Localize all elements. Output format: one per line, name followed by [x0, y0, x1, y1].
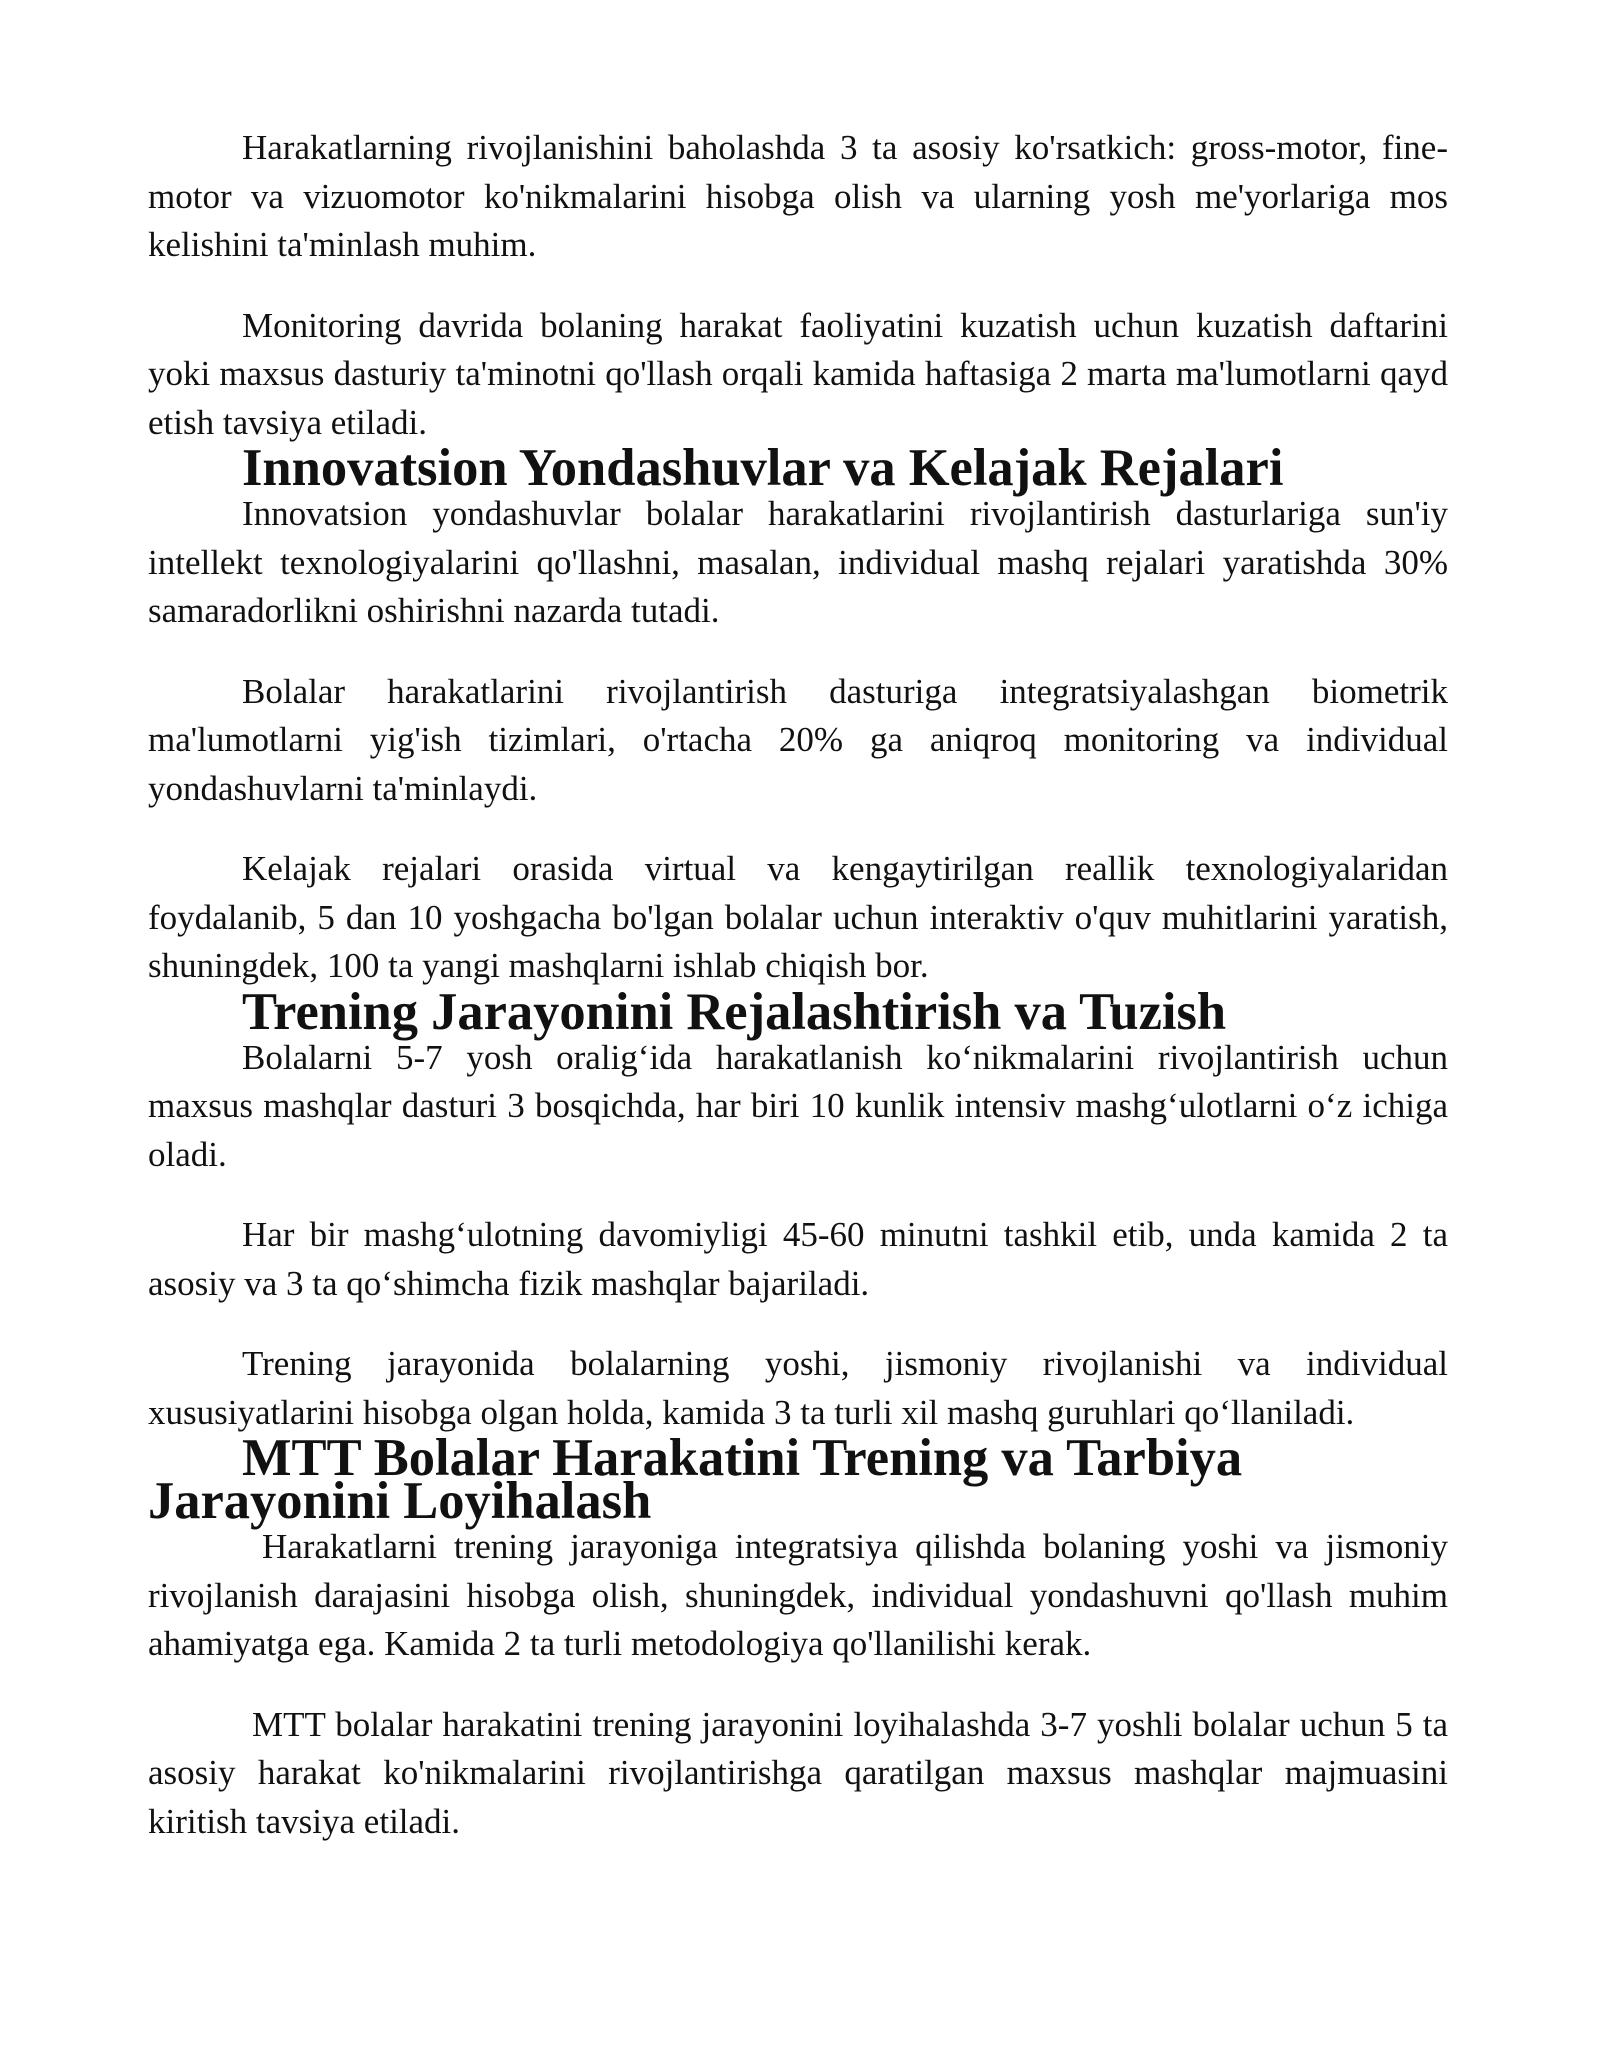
- paragraph: Harakatlarni trening jarayoniga integratsiya qilishda bolaning yoshi va jismoniy rivojlanish darajasini hisobga olish, shuningdek, individual yondashuvni qo'llash muhim ahamiyatga ega. Kamida 2 ta turli metodologiya qo'llanilishi kerak.: [148, 1527, 1448, 1663]
- paragraph: Bolalarni 5-7 yosh oralig‘ida harakatlanish ko‘nikmalarini rivojlantirish uchun maxsus mashqlar dasturi 3 bosqichda, har biri 10 kunlik intensiv mashg‘ulotlarni o‘z ichiga oladi.: [148, 1037, 1448, 1174]
- section-heading: Trening Jarayonini Rejalashtirish va Tuzish: [242, 982, 1227, 1041]
- paragraph: Monitoring davrida bolaning harakat faoliyatini kuzatish uchun kuzatish daftarini yoki maxsus dasturiy ta'minotni qo'llash orqali kamida haftasiga 2 marta ma'lumotlarni qayd etish tavsiya etiladi.: [148, 305, 1448, 442]
- paragraph: MTT bolalar harakatini trening jarayonini loyihalashda 3-7 yoshli bolalar uchun 5 ta asosiy harakat ko'nikmalarini rivojlantirishga qaratilgan maxsus mashqlar majmuasini kiritish tavsiya etiladi.: [148, 1704, 1448, 1841]
- paragraph: Harakatlarning rivojlanishini baholashda 3 ta asosiy ko'rsatkich: gross-motor, fine-motor va vizuomotor ko'nikmalarini hisobga olish va ularning yosh me'yorlariga mos kelishini ta'minlash muhim.: [148, 128, 1448, 264]
- document-page: [148, 124, 1448, 1846]
- section-heading: MTT Bolalar Harakatini Trening va Tarbiya Jarayonini Loyihalash: [148, 1429, 1243, 1530]
- paragraph: Innovatsion yondashuvlar bolalar harakatlarini rivojlantirish dasturlariga sun'iy intellekt texnologiyalarini qo'llashni, masalan, individual mashq rejalari yaratishda 30% samaradorlikni oshirishni nazarda tutadi.: [148, 494, 1448, 630]
- section-heading: Innovatsion Yondashuvlar va Kelajak Rejalari: [242, 439, 1284, 497]
- paragraph: Bolalar harakatlarini rivojlantirish dasturiga integratsiyalashgan biometrik ma'lumotlarni yig'ish tizimlari, o'rtacha 20% ga aniqroq monitoring va individual yondashuvlarni ta'minlaydi.: [148, 671, 1448, 808]
- paragraph: Trening jarayonida bolalarning yoshi, jismoniy rivojlanishi va individual xususiyatlarini hisobga olgan holda, kamida 3 ta turli xil mashq guruhlari qo‘llaniladi.: [148, 1344, 1448, 1432]
- paragraph: Kelajak rejalari orasida virtual va kengaytirilgan reallik texnologiyalaridan foydalanib, 5 dan 10 yoshgacha bo'lgan bolalar uchun interaktiv o'quv muhitlarini yaratish, shuningdek, 100 ta yangi mashqlarni ishlab chiqish bor.: [148, 849, 1448, 985]
- paragraph: Har bir mashg‘ulotning davomiyligi 45-60 minutni tashkil etib, unda kamida 2 ta asosiy va 3 ta qo‘shimcha fizik mashqlar bajariladi.: [148, 1215, 1448, 1303]
